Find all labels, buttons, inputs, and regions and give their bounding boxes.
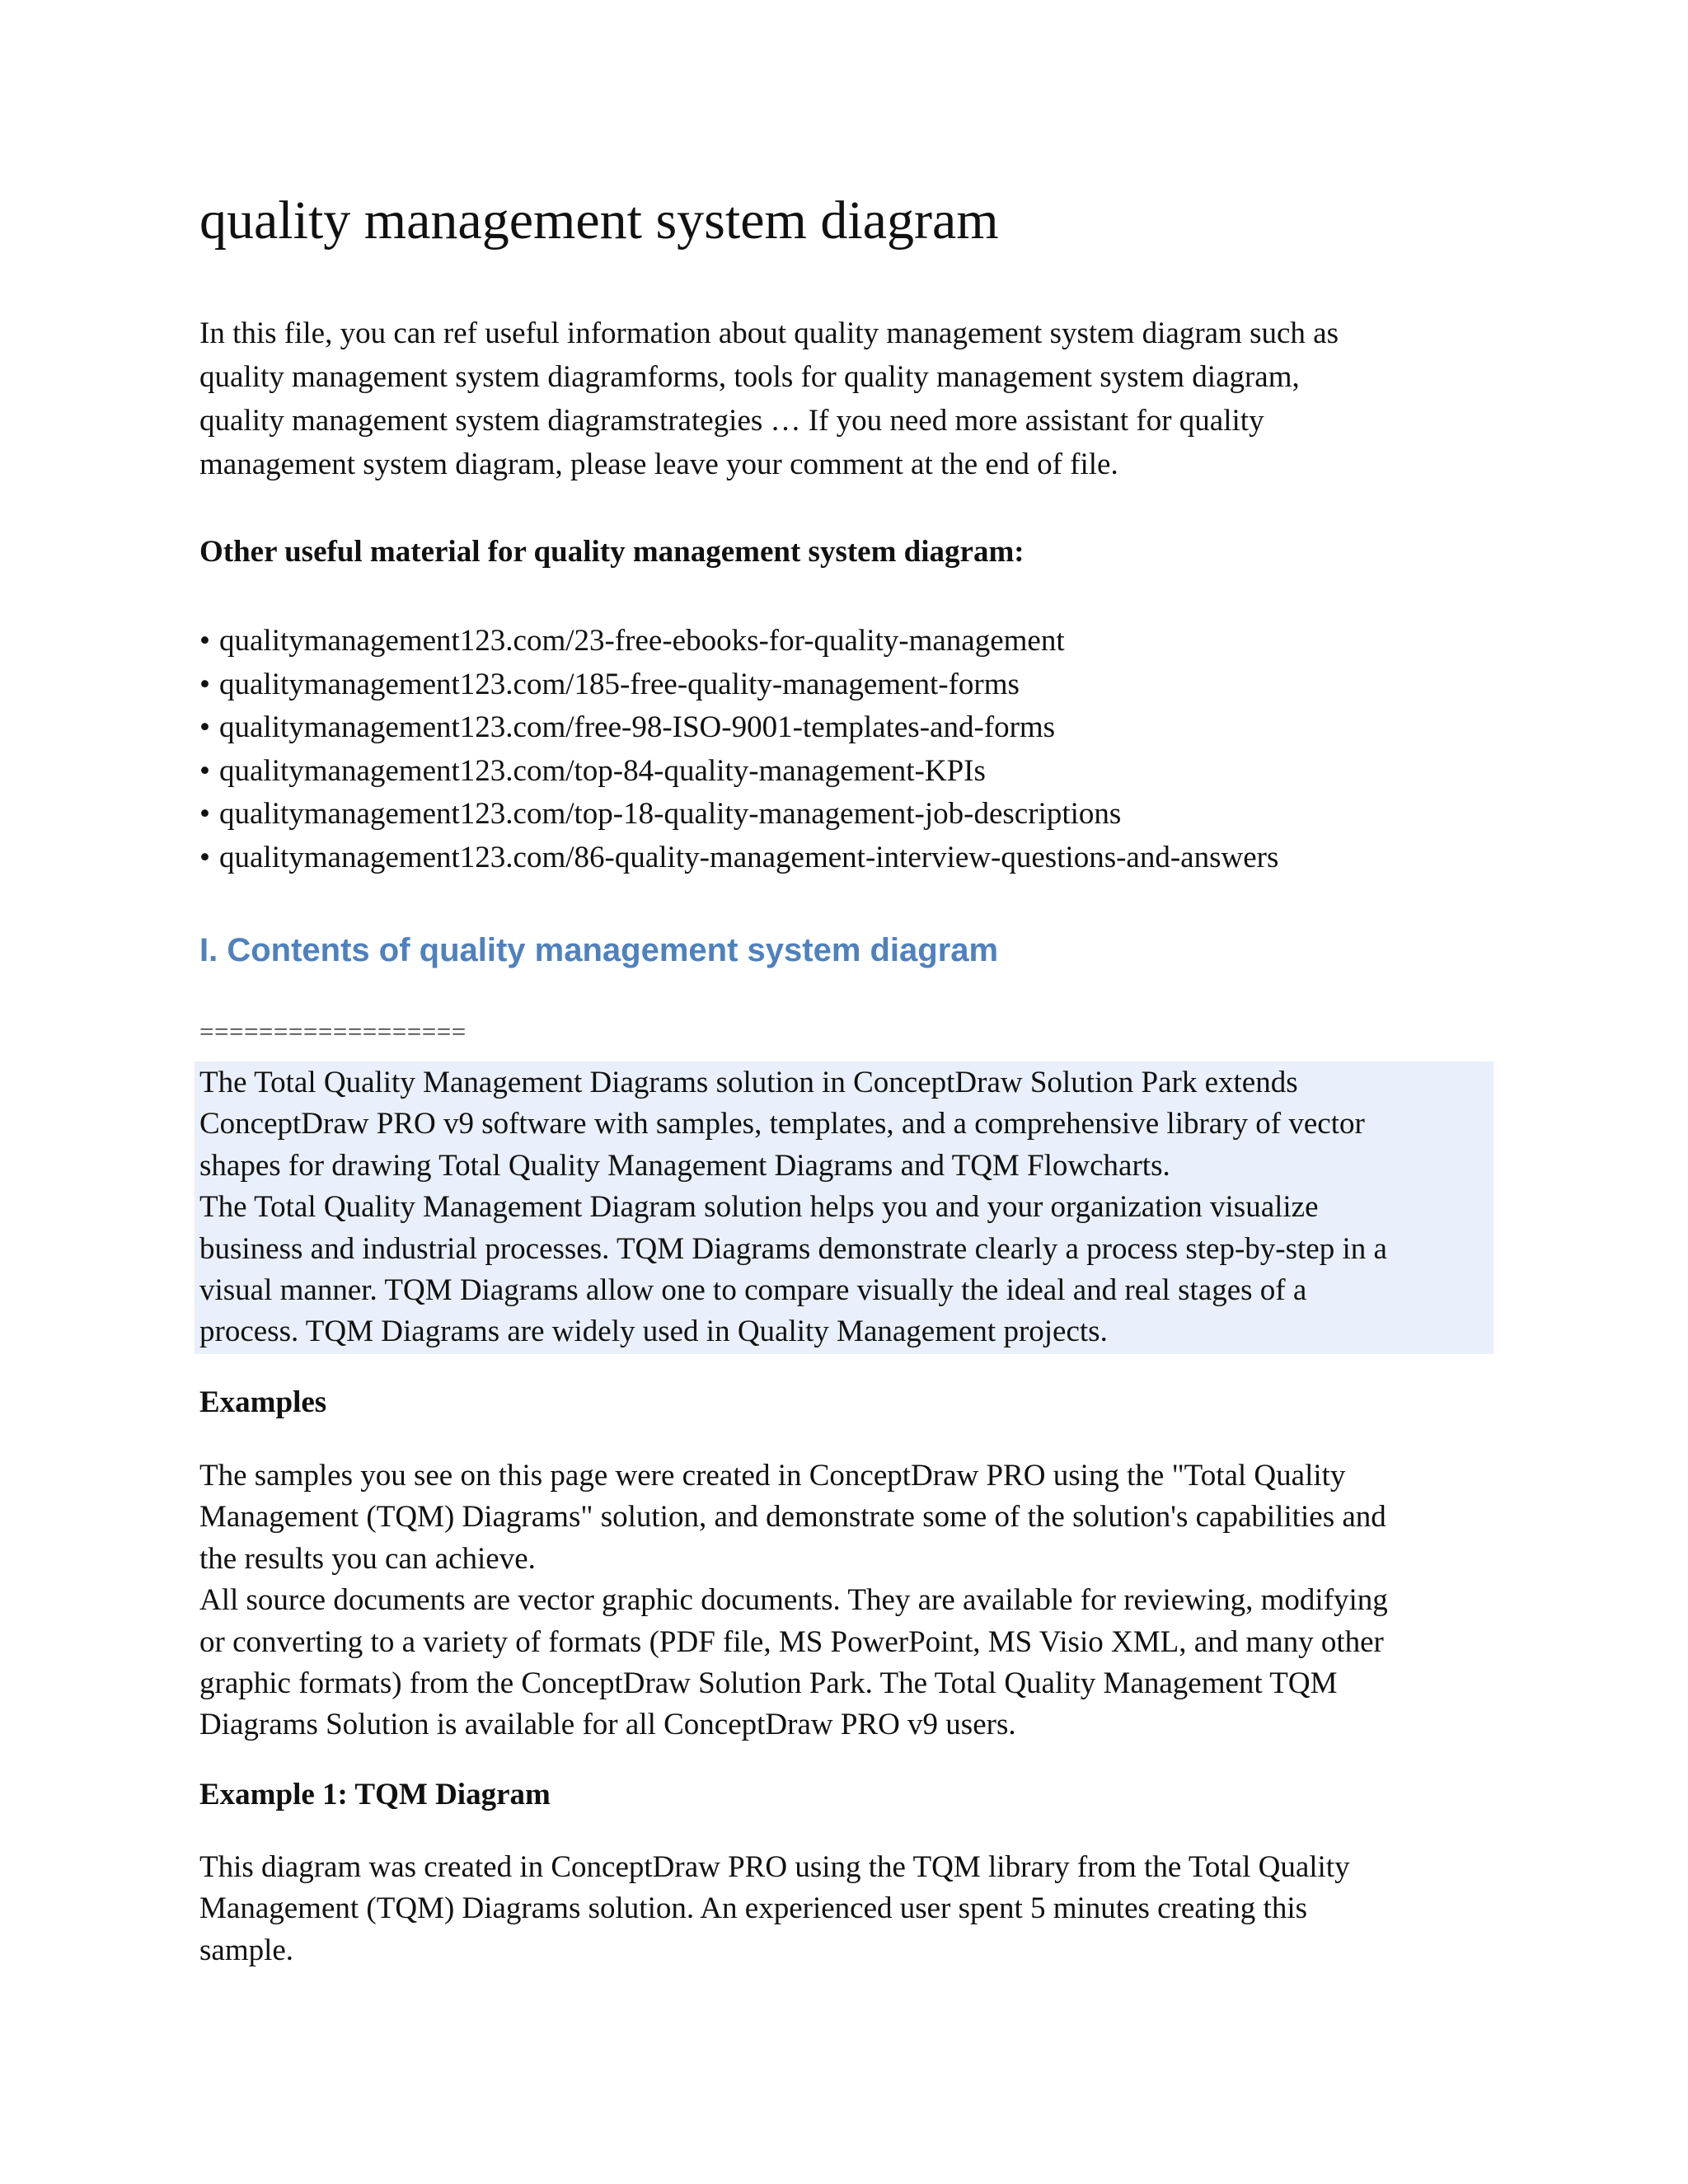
examples-line: the results you can achieve. (199, 1541, 536, 1576)
contents-line: business and industrial processes. TQM Diagrams demonstrate clearly a process step-by-step in a (199, 1231, 1387, 1266)
examples-line: All source documents are vector graphic documents. They are available for reviewing, modifying (199, 1583, 1388, 1618)
contents-line: The Total Quality Management Diagrams solution in ConceptDraw Solution Park extends (199, 1066, 1298, 1099)
example-1-heading: Example 1: TQM Diagram (199, 1778, 551, 1811)
resource-link[interactable]: qualitymanagement123.com/86-quality-management-interview-questions-and-answers (219, 840, 1279, 874)
contents-line: ConceptDraw PRO v9 software with samples, templates, and a comprehensive library of vector (199, 1107, 1365, 1141)
other-material-heading: Other useful material for quality management system diagram: (199, 535, 1025, 569)
examples-line: graphic formats) from the ConceptDraw Solution Park. The Total Quality Management TQM (199, 1666, 1338, 1701)
resource-link-item[interactable] (199, 750, 1278, 794)
examples-heading: Examples (199, 1385, 327, 1419)
bullet-icon: • (199, 840, 210, 874)
intro-line: quality management system diagramforms, tools for quality management system diagram, (199, 360, 1300, 394)
bullet-icon: • (199, 624, 210, 658)
resource-link-item[interactable] (199, 620, 1278, 663)
intro-line: quality management system diagramstrategies … If you need more assistant for quality (199, 404, 1264, 438)
bullet-icon: • (199, 710, 210, 745)
examples-line: Management (TQM) Diagrams" solution, and demonstrate some of the solution's capabilities and (199, 1500, 1386, 1535)
resource-link-item[interactable] (199, 706, 1278, 750)
resource-link-item[interactable] (199, 837, 1278, 880)
resource-link[interactable]: qualitymanagement123.com/top-18-quality-management-job-descriptions (219, 797, 1122, 832)
contents-line: The Total Quality Management Diagram solution helps you and your organization visualize (199, 1190, 1319, 1225)
bullet-icon: • (199, 797, 210, 832)
separator-line: ================== (199, 1017, 467, 1046)
example-1-line: This diagram was created in ConceptDraw PRO using the TQM library from the Total Quality (199, 1850, 1350, 1884)
intro-line: management system diagram, please leave your comment at the end of file. (199, 448, 1118, 481)
examples-paragraph (199, 1455, 1502, 1746)
bullet-icon: • (199, 667, 210, 701)
contents-line: process. TQM Diagrams are widely used in Quality Management projects. (199, 1315, 1108, 1349)
contents-line: shapes for drawing Total Quality Management Diagrams and TQM Flowcharts. (199, 1148, 1170, 1183)
page-title: quality management system diagram (199, 190, 999, 251)
resource-link[interactable]: qualitymanagement123.com/free-98-ISO-9001-templates-and-forms (219, 710, 1056, 745)
examples-line: or converting to a variety of formats (PDF file, MS PowerPoint, MS Visio XML, and many other (199, 1624, 1384, 1659)
bullet-icon: • (199, 753, 210, 788)
contents-line: visual manner. TQM Diagrams allow one to compare visually the ideal and real stages of a (199, 1273, 1307, 1308)
intro-paragraph (199, 312, 1502, 486)
contents-section-heading: I. Contents of quality management system diagram (199, 932, 999, 968)
resource-link[interactable]: qualitymanagement123.com/185-free-quality-management-forms (219, 667, 1020, 701)
resource-link-list (199, 620, 1278, 880)
example-1-line: Management (TQM) Diagrams solution. An experienced user spent 5 minutes creating this (199, 1891, 1307, 1926)
resource-link[interactable]: qualitymanagement123.com/23-free-ebooks-for-quality-management (219, 624, 1065, 658)
examples-line: The samples you see on this page were created in ConceptDraw PRO using the "Total Quality (199, 1459, 1346, 1493)
contents-paragraph (199, 1062, 1502, 1353)
examples-line: Diagrams Solution is available for all ConceptDraw PRO v9 users. (199, 1708, 1016, 1742)
resource-link-item[interactable] (199, 663, 1278, 707)
resource-link-item[interactable] (199, 793, 1278, 837)
intro-line: In this file, you can ref useful information about quality management system diagram such as (199, 316, 1339, 350)
example-1-line: sample. (199, 1933, 294, 1967)
resource-link[interactable]: qualitymanagement123.com/top-84-quality-management-KPIs (219, 753, 986, 788)
example-1-paragraph (199, 1847, 1502, 1971)
